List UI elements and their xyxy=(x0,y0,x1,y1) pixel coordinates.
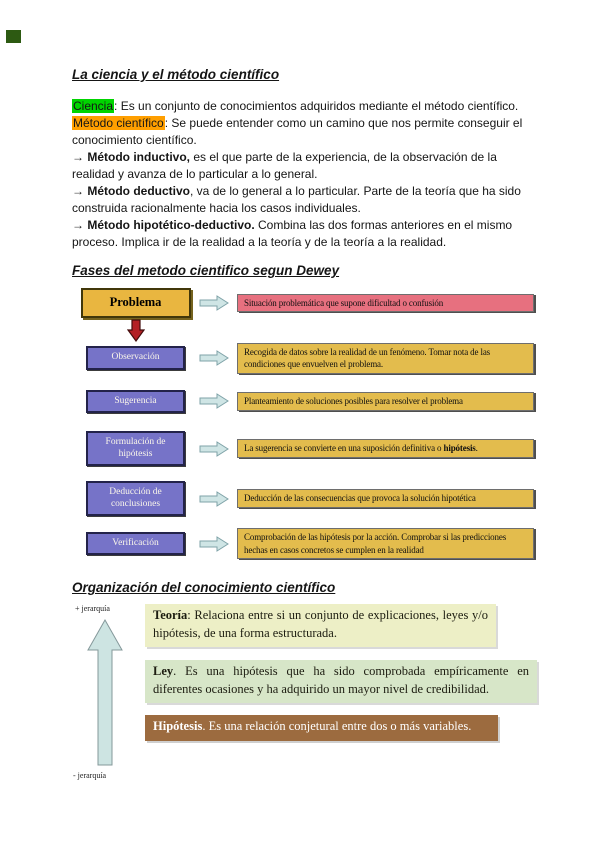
flow-row-sugerencia xyxy=(72,390,534,414)
highlighted-term-ciencia: Ciencia xyxy=(73,99,114,113)
flow-row-formulacion xyxy=(72,431,534,466)
stage-box-problema: Problema xyxy=(81,288,191,318)
hierarchy-diagram xyxy=(72,604,534,780)
level-description: Es una hipótesis que ha sido comprobada empíricamente en diferentes ocasiones y ha adquirido un mayor nivel de credibilidad. xyxy=(153,664,530,696)
desc-box-observacion: Recogida de datos sobre la realidad de un fenómeno. Tomar nota de las condiciones que envuelven el problema. xyxy=(237,343,534,374)
stage-box-deduccion: Deducción de conclusiones xyxy=(86,481,185,516)
flow-connector xyxy=(72,319,534,343)
method-description: Combina las dos formas anteriores en el mismo proceso. Implica ir de la realidad a la teoría y de la teoría a la realidad. xyxy=(72,218,513,249)
level-description: Es una relación conjetural entre dos o más variables. xyxy=(208,719,472,733)
method-description: , va de lo general a lo particular. Parte de la teoría que ha sido construida racionalmente hacia los casos individuales. xyxy=(72,184,521,215)
desc-box-verificacion: Comprobación de las hipótesis por la acción. Comprobar si las predicciones hechas en casos concretos se cumplen en la realidad xyxy=(237,528,534,559)
desc-box-problema: Situación problemática que supone dificultad o confusión xyxy=(237,294,534,313)
intro-paragraph xyxy=(72,98,534,149)
right-arrow-icon xyxy=(199,491,229,507)
method-inductivo-paragraph xyxy=(72,149,534,183)
level-box-hipotesis xyxy=(145,715,498,741)
metodo-definition: : Se puede entender como un camino que nos permite conseguir el conocimiento científico. xyxy=(72,116,523,147)
method-hipotetico-paragraph xyxy=(72,217,534,251)
dewey-flowchart xyxy=(72,288,534,559)
stage-box-sugerencia: Sugerencia xyxy=(86,390,185,414)
flow-row-deduccion xyxy=(72,481,534,516)
hierarchy-top-label: + jerarquía xyxy=(75,604,110,613)
method-description: es el que parte de la experiencia, de la observación de la realidad y avanza de lo particular a lo general. xyxy=(72,150,497,181)
level-term: Teoría xyxy=(153,608,188,622)
stage-box-observacion: Observación xyxy=(86,346,185,370)
desc-box-formulacion xyxy=(237,439,534,458)
arrow-bullet: → xyxy=(72,150,84,164)
stage-box-formulacion: Formulación de hipótesis xyxy=(86,431,185,466)
level-separator: . xyxy=(202,719,209,733)
desc-text: . xyxy=(475,443,478,454)
level-box-teoria xyxy=(145,604,496,647)
hierarchy-axis xyxy=(72,604,145,780)
method-deductivo-paragraph xyxy=(72,183,534,217)
right-arrow-icon xyxy=(199,350,229,366)
flow-row-observacion xyxy=(72,343,534,374)
right-arrow-icon xyxy=(199,393,229,409)
method-name: Método hipotético-deductivo. xyxy=(87,218,255,232)
highlighted-term-metodo-cientifico: Método científico xyxy=(73,116,164,130)
level-description: Relaciona entre si un conjunto de explicaciones, leyes y/o hipótesis, de una forma estructurada. xyxy=(153,608,488,640)
arrow-bullet: → xyxy=(72,184,84,198)
right-arrow-icon xyxy=(199,441,229,457)
level-term: Hipótesis xyxy=(153,719,203,733)
arrow-bullet: → xyxy=(72,218,84,232)
page-content xyxy=(72,66,534,780)
flow-row-problema xyxy=(72,288,534,318)
flow-row-verificacion xyxy=(72,528,534,559)
level-separator: . xyxy=(173,664,186,678)
down-arrow-icon xyxy=(127,319,145,342)
level-box-ley xyxy=(145,660,537,703)
desc-box-sugerencia: Planteamiento de soluciones posibles para resolver el problema xyxy=(237,392,534,411)
level-separator: : xyxy=(187,608,195,622)
right-arrow-icon xyxy=(199,295,229,311)
page-title: La ciencia y el método científico xyxy=(72,67,280,82)
stage-box-verificacion: Verificación xyxy=(86,532,185,556)
method-name: Método deductivo xyxy=(87,184,191,198)
method-name: Método inductivo, xyxy=(87,150,190,164)
hierarchy-levels xyxy=(145,604,537,780)
organization-section-heading: Organización del conocimiento científico xyxy=(72,580,336,595)
desc-box-deduccion: Deducción de las consecuencias que provoca la solución hipotética xyxy=(237,489,534,508)
desc-text: La sugerencia se convierte en una suposición definitiva o xyxy=(244,443,444,454)
dewey-section-heading: Fases del metodo cientifico segun Dewey xyxy=(72,263,340,278)
level-term: Ley xyxy=(153,664,174,678)
corner-mark xyxy=(6,30,21,43)
desc-bold-term: hipótesis xyxy=(443,443,476,454)
right-arrow-icon xyxy=(199,536,229,552)
ciencia-definition: : Es un conjunto de conocimientos adquiridos mediante el método científico. xyxy=(114,99,519,113)
hierarchy-bottom-label: - jerarquía xyxy=(73,771,107,780)
up-arrow-icon xyxy=(87,619,145,766)
